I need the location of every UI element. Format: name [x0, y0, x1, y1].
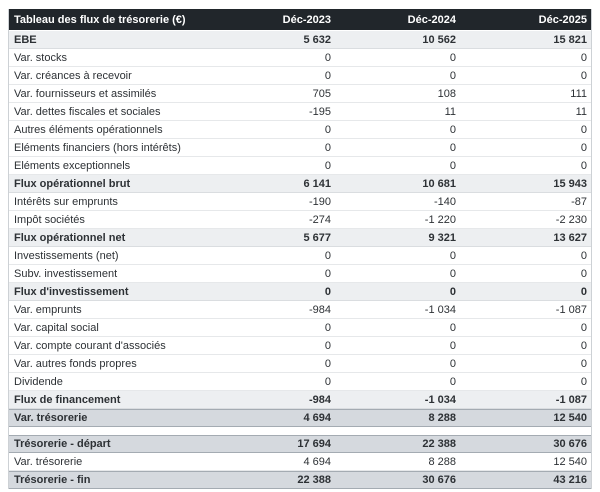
row-label: Flux d'investissement: [14, 285, 129, 298]
table-row: [9, 435, 591, 453]
row-label: Var. trésorerie: [14, 412, 88, 424]
cashflow-table: [8, 9, 592, 489]
cell-value: 22 388: [297, 474, 331, 486]
cell-value: -984: [308, 393, 331, 406]
row-label: Eléments financiers (hors intérêts): [14, 141, 181, 154]
cell-value: 0: [449, 69, 456, 82]
cell-value: 11: [575, 105, 587, 118]
row-label: Var. stocks: [14, 51, 67, 64]
cell-value: 12 540: [553, 455, 587, 468]
cell-value: 17 694: [297, 438, 331, 450]
cell-value: 0: [580, 339, 587, 352]
cell-value: 111: [570, 87, 587, 100]
table-row: [9, 337, 591, 355]
cell-value: 13 627: [553, 231, 587, 244]
table-row: [9, 283, 591, 301]
table-row: [9, 391, 591, 409]
cell-value: -1 034: [424, 303, 456, 316]
cell-value: 0: [580, 321, 587, 334]
cell-value: 0: [324, 285, 331, 298]
column-header-dec-2025: Déc-2025: [538, 13, 587, 26]
cell-value: -1 220: [424, 213, 456, 226]
table-row: [9, 85, 591, 103]
table-row: [9, 471, 591, 489]
cell-value: 705: [312, 87, 331, 100]
table-row: [9, 157, 591, 175]
cell-value: 0: [324, 357, 331, 370]
row-label: Var. compte courant d'associés: [14, 339, 166, 352]
table-row: [9, 301, 591, 319]
cell-value: 0: [324, 267, 331, 280]
cell-value: -984: [308, 303, 331, 316]
column-header-dec-2024: Déc-2024: [407, 13, 456, 26]
cell-value: 12 540: [553, 412, 587, 424]
cell-value: 0: [580, 267, 587, 280]
cell-value: 0: [449, 285, 456, 298]
cell-value: 30 676: [422, 474, 456, 486]
cell-value: 30 676: [553, 438, 587, 450]
table-row: [9, 373, 591, 391]
cell-value: 0: [580, 123, 587, 136]
cell-value: 22 388: [422, 438, 456, 450]
cell-value: 5 632: [303, 33, 331, 46]
cell-value: 0: [449, 51, 456, 64]
cell-value: 0: [580, 357, 587, 370]
table-spacer: [9, 427, 591, 435]
row-label: Eléments exceptionnels: [14, 159, 131, 172]
cell-value: 0: [580, 51, 587, 64]
cell-value: 10 562: [422, 33, 456, 46]
cell-value: 108: [437, 87, 456, 100]
cell-value: 0: [324, 123, 331, 136]
cell-value: 43 216: [553, 474, 587, 486]
cell-value: -274: [308, 213, 331, 226]
table-row: [9, 229, 591, 247]
cell-value: 15 943: [553, 177, 587, 190]
table-row: [9, 49, 591, 67]
cell-value: 0: [324, 69, 331, 82]
cell-value: 0: [324, 249, 331, 262]
cell-value: 0: [324, 51, 331, 64]
cell-value: 8 288: [428, 412, 456, 424]
cell-value: 8 288: [428, 455, 456, 468]
row-label: Var. trésorerie: [14, 455, 83, 468]
cell-value: 9 321: [428, 231, 456, 244]
row-label: Var. emprunts: [14, 303, 82, 316]
row-label: Flux opérationnel brut: [14, 177, 131, 190]
cell-value: 0: [449, 339, 456, 352]
row-label: Trésorerie - fin: [14, 474, 91, 486]
table-row: [9, 121, 591, 139]
cell-value: 0: [580, 159, 587, 172]
cell-value: 0: [449, 375, 456, 388]
table-row: [9, 139, 591, 157]
cell-value: 0: [324, 375, 331, 388]
cell-value: 0: [449, 141, 456, 154]
cell-value: 0: [580, 141, 587, 154]
row-label: Var. capital social: [14, 321, 99, 334]
cell-value: 5 677: [303, 231, 331, 244]
table-row: [9, 355, 591, 373]
row-label: Investissements (net): [14, 249, 119, 262]
cell-value: 0: [324, 159, 331, 172]
cell-value: 0: [449, 357, 456, 370]
row-label: Flux de financement: [14, 393, 121, 406]
row-label: Var. créances à recevoir: [14, 69, 132, 82]
cell-value: 0: [580, 375, 587, 388]
cell-value: 0: [449, 321, 456, 334]
cell-value: -1 087: [555, 303, 587, 316]
table-row: [9, 193, 591, 211]
column-header-dec-2023: Déc-2023: [282, 13, 331, 26]
table-row: [9, 247, 591, 265]
cell-value: 0: [580, 69, 587, 82]
cell-value: -195: [308, 105, 331, 118]
table-row: [9, 265, 591, 283]
cell-value: 0: [580, 249, 587, 262]
cell-value: 11: [444, 105, 456, 118]
cell-value: 4 694: [303, 455, 331, 468]
cell-value: -190: [308, 195, 331, 208]
row-label: Var. fournisseurs et assimilés: [14, 87, 157, 100]
table-row: [9, 453, 591, 471]
row-label: Intérêts sur emprunts: [14, 195, 118, 208]
table-body: [9, 31, 591, 489]
table-row: [9, 31, 591, 49]
row-label: Subv. investissement: [14, 267, 118, 280]
table-row: [9, 319, 591, 337]
row-label: EBE: [14, 33, 37, 46]
cell-value: 0: [324, 141, 331, 154]
cell-value: -1 034: [424, 393, 456, 406]
cell-value: 0: [449, 159, 456, 172]
cell-value: 10 681: [422, 177, 456, 190]
row-label: Flux opérationnel net: [14, 231, 126, 244]
cell-value: 0: [324, 339, 331, 352]
cell-value: 0: [449, 267, 456, 280]
cell-value: 15 821: [553, 33, 587, 46]
table-title: Tableau des flux de trésorerie (€): [14, 13, 186, 26]
table-row: [9, 67, 591, 85]
row-label: Dividende: [14, 375, 63, 388]
cell-value: 0: [580, 285, 587, 298]
row-label: Autres éléments opérationnels: [14, 123, 163, 136]
cell-value: -1 087: [555, 393, 587, 406]
row-label: Impôt sociétés: [14, 213, 85, 226]
cell-value: 0: [449, 123, 456, 136]
table-row: [9, 175, 591, 193]
table-row: [9, 409, 591, 427]
row-label: Var. autres fonds propres: [14, 357, 137, 370]
cell-value: 0: [449, 249, 456, 262]
cell-value: -2 230: [555, 213, 587, 226]
table-row: [9, 103, 591, 121]
cell-value: 6 141: [303, 177, 331, 190]
cell-value: -87: [571, 195, 587, 208]
cell-value: 4 694: [303, 412, 331, 424]
table-header-row: [9, 9, 591, 30]
row-label: Trésorerie - départ: [14, 438, 111, 450]
row-label: Var. dettes fiscales et sociales: [14, 105, 161, 118]
table-row: [9, 211, 591, 229]
cell-value: -140: [433, 195, 456, 208]
cell-value: 0: [324, 321, 331, 334]
